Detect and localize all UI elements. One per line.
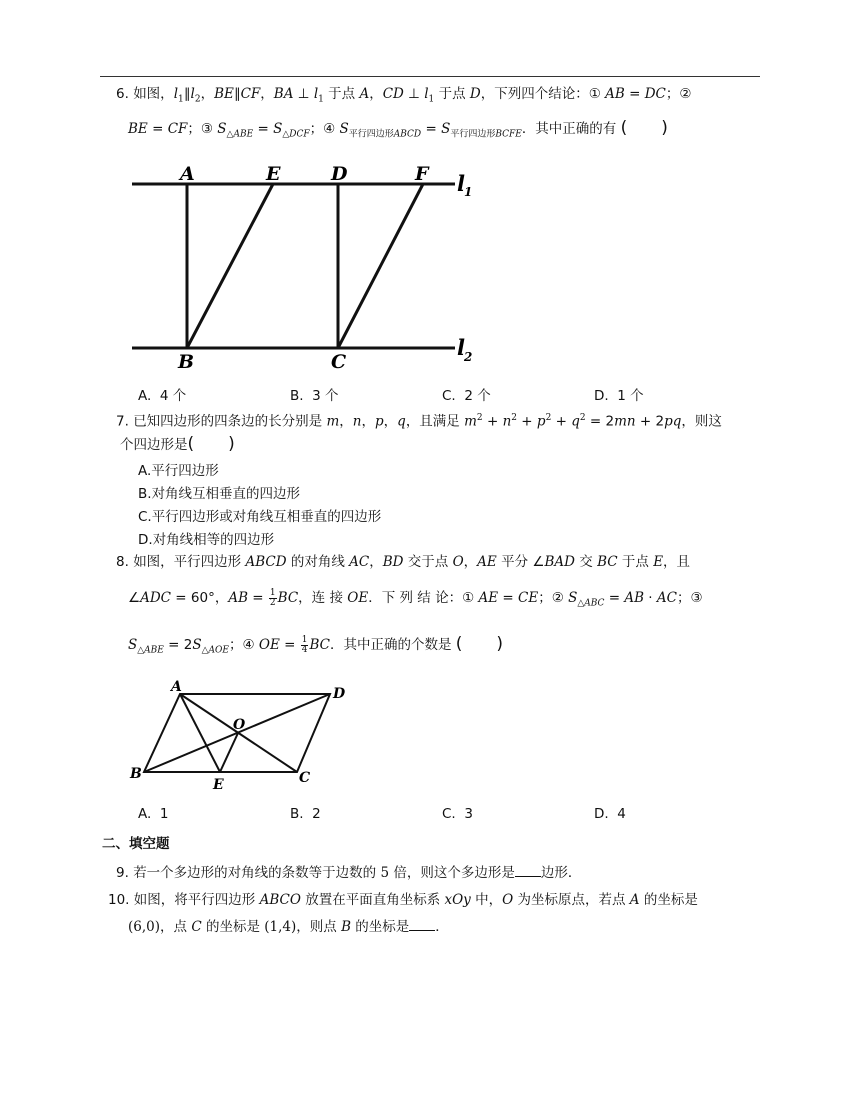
fig6-label-D: D (331, 163, 348, 185)
fig6-label-E: E (266, 163, 281, 185)
q6-option-a[interactable]: A. 4 个 (138, 388, 187, 404)
q10-answer-blank[interactable] (409, 916, 435, 931)
q7-option-b[interactable]: B.对角线互相垂直的四边形 (138, 486, 301, 502)
q9-line: 9. 若一个多边形的对角线的条数等于边数的 5 倍，则这个多边形是 边形． (116, 862, 581, 883)
q8-line-1: 8. 如图，平行四边形 ABCD 的对角线 AC，BD 交于点 O，AE 平分 ∠BAD 交 BC 于点 E，且 (116, 554, 691, 570)
q6-line-1: 6. 如图，$l_1\parallel l_2$，BE∥CF，BA ⊥ $l_1$ 于点 A，CD ⊥ $l_1$ 于点 D，下列四个结论：① AB = DC；② (116, 86, 692, 105)
fig8-label-O: O (233, 717, 246, 733)
fig6-label-F: F (415, 163, 429, 185)
q8-option-c[interactable]: C. 3 (442, 806, 473, 822)
header-rule (100, 76, 760, 77)
q6-line-2: BE = CF；③ $S_{\triangle ABE} = S_{\triangle DCF}$；④ $S_{平行四边形ABCD} = S_{平行四边形BCFE}$．其中正确的有 ( ) (128, 118, 668, 140)
q8-option-d[interactable]: D. 4 (594, 806, 626, 822)
q8-line-3: $S_{\triangle ABE} = 2S_{\triangle AOE}$；④ OE = $\frac{1}{4}$ BC．其中正确的个数是 ( ) (128, 634, 504, 656)
q6-figure (120, 158, 480, 373)
q8-line-2: ∠ADC = 60°，AB = $\frac{1}{2}$ BC，连 接 OE．下 列 结 论：① AE = CE；② $S_{\triangle ABC}$ = AB · AC；③ (128, 587, 703, 609)
fig8-label-A: A (171, 679, 182, 695)
q10-line-2: (6,0)，点 C 的坐标是 (1,4)，则点 B 的坐标是 ． (128, 916, 449, 937)
fig8-label-E: E (213, 777, 224, 793)
fig6-label-l2-sub: 2 (464, 350, 473, 364)
section-title-fill-blank: 二、填空题 (102, 836, 170, 852)
q6-option-b[interactable]: B. 3 个 (290, 388, 339, 404)
q7-option-c[interactable]: C.平行四边形或对角线互相垂直的四边形 (138, 509, 382, 525)
q7-line-2: 个四边形是( ) (120, 434, 235, 454)
q6-option-d[interactable]: D. 1 个 (594, 388, 644, 404)
fig6-label-A: A (180, 163, 195, 185)
fig8-label-D: D (333, 686, 346, 702)
fig8-label-C: C (299, 770, 311, 786)
q8-option-b[interactable]: B. 2 (290, 806, 321, 822)
q10-line-1: 10. 如图，将平行四边形 ABCO 放置在平面直角坐标系 xOy 中，O 为坐标原点，若点 A 的坐标是 (108, 892, 698, 908)
q9-answer-blank[interactable] (515, 862, 541, 877)
q8-option-a[interactable]: A. 1 (138, 806, 169, 822)
q8-figure (125, 672, 355, 797)
q7-line-1: 7. 已知四边形的四条边的长分别是 m，n，p，q，且满足 $m^2 + n^2 + p^2 + q^2 = 2mn + 2pq$，则这 (116, 413, 722, 430)
q7-option-d[interactable]: D.对角线相等的四边形 (138, 532, 275, 548)
fig6-label-l1-sub: 1 (464, 185, 473, 199)
fig6-label-l1: l (457, 171, 465, 196)
fig6-label-B: B (178, 351, 195, 373)
fig6-label-C: C (331, 351, 347, 373)
q7-option-a[interactable]: A.平行四边形 (138, 463, 219, 479)
q6-option-c[interactable]: C. 2 个 (442, 388, 491, 404)
fig8-label-B: B (130, 766, 142, 782)
fig6-label-l2: l (457, 335, 465, 360)
